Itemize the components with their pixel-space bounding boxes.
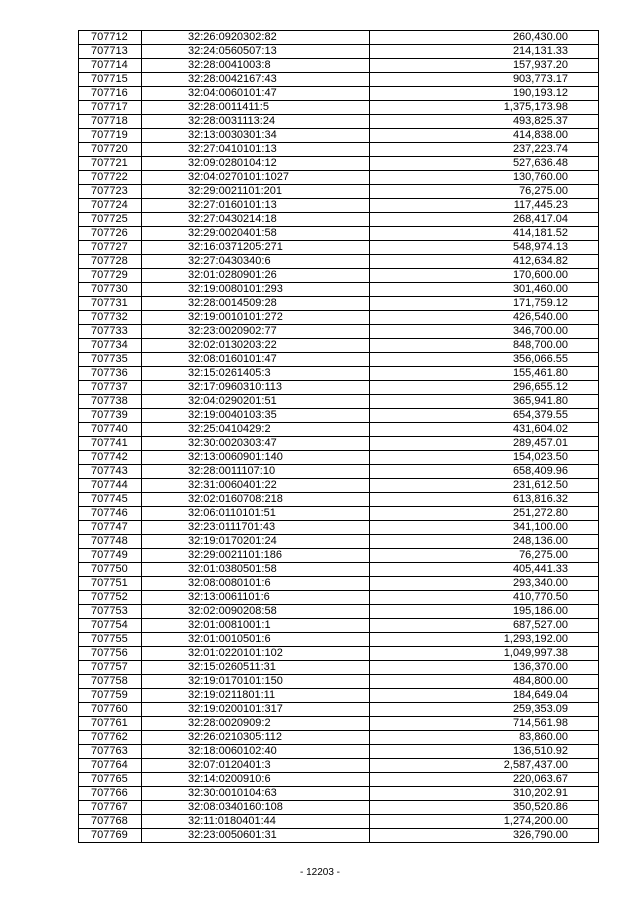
record-id-cell: 707748	[79, 535, 142, 549]
cadastral-number-cell: 32:28:0042167:43	[142, 73, 370, 87]
record-id-cell: 707737	[79, 381, 142, 395]
record-id-cell: 707729	[79, 269, 142, 283]
record-id-cell: 707763	[79, 745, 142, 759]
record-id-cell: 707721	[79, 157, 142, 171]
amount-cell: 130,760.00	[370, 171, 599, 185]
table-row	[79, 647, 599, 661]
cadastral-number-cell: 32:16:0371205:271	[142, 241, 370, 255]
cadastral-number-cell: 32:01:0280901:26	[142, 269, 370, 283]
record-id-cell: 707725	[79, 213, 142, 227]
cadastral-number-cell: 32:04:0290201:51	[142, 395, 370, 409]
table-row	[79, 31, 599, 45]
cadastral-number-cell: 32:13:0030301:34	[142, 129, 370, 143]
amount-cell: 341,100.00	[370, 521, 599, 535]
table-row	[79, 185, 599, 199]
amount-cell: 414,181.52	[370, 227, 599, 241]
cadastral-number-cell: 32:18:0060102:40	[142, 745, 370, 759]
record-id-cell: 707732	[79, 311, 142, 325]
table-row	[79, 731, 599, 745]
table-row	[79, 591, 599, 605]
cadastral-number-cell: 32:15:0261405:3	[142, 367, 370, 381]
record-id-cell: 707754	[79, 619, 142, 633]
amount-cell: 301,460.00	[370, 283, 599, 297]
table-row	[79, 241, 599, 255]
cadastral-number-cell: 32:30:0020303:47	[142, 437, 370, 451]
table-row	[79, 689, 599, 703]
record-id-cell: 707719	[79, 129, 142, 143]
record-id-cell: 707739	[79, 409, 142, 423]
record-id-cell: 707712	[79, 31, 142, 45]
table-row	[79, 283, 599, 297]
table-row	[79, 787, 599, 801]
amount-cell: 493,825.37	[370, 115, 599, 129]
table-row	[79, 199, 599, 213]
table-row	[79, 73, 599, 87]
cadastral-number-cell: 32:29:0021101:186	[142, 549, 370, 563]
record-id-cell: 707734	[79, 339, 142, 353]
amount-cell: 237,223.74	[370, 143, 599, 157]
table-row	[79, 87, 599, 101]
record-id-cell: 707769	[79, 829, 142, 843]
table-row	[79, 493, 599, 507]
amount-cell: 83,860.00	[370, 731, 599, 745]
table-row	[79, 115, 599, 129]
record-id-cell: 707714	[79, 59, 142, 73]
record-id-cell: 707724	[79, 199, 142, 213]
record-id-cell: 707768	[79, 815, 142, 829]
table-row	[79, 129, 599, 143]
cadastral-number-cell: 32:11:0180401:44	[142, 815, 370, 829]
amount-cell: 248,136.00	[370, 535, 599, 549]
cadastral-number-cell: 32:19:0200101:317	[142, 703, 370, 717]
record-id-cell: 707755	[79, 633, 142, 647]
record-id-cell: 707723	[79, 185, 142, 199]
record-id-cell: 707749	[79, 549, 142, 563]
amount-cell: 195,186.00	[370, 605, 599, 619]
cadastral-number-cell: 32:23:0050601:31	[142, 829, 370, 843]
cadastral-number-cell: 32:01:0220101:102	[142, 647, 370, 661]
amount-cell: 170,600.00	[370, 269, 599, 283]
amount-cell: 1,293,192.00	[370, 633, 599, 647]
record-id-cell: 707750	[79, 563, 142, 577]
record-id-cell: 707765	[79, 773, 142, 787]
record-id-cell: 707757	[79, 661, 142, 675]
amount-cell: 76,275.00	[370, 185, 599, 199]
amount-cell: 289,457.01	[370, 437, 599, 451]
cadastral-number-cell: 32:27:0430340:6	[142, 255, 370, 269]
record-id-cell: 707751	[79, 577, 142, 591]
amount-cell: 484,800.00	[370, 675, 599, 689]
table-body	[79, 31, 599, 843]
record-id-cell: 707756	[79, 647, 142, 661]
record-id-cell: 707718	[79, 115, 142, 129]
table-row	[79, 59, 599, 73]
amount-cell: 2,587,437.00	[370, 759, 599, 773]
table-row	[79, 521, 599, 535]
cadastral-number-cell: 32:19:0211801:11	[142, 689, 370, 703]
record-id-cell: 707761	[79, 717, 142, 731]
cadastral-number-cell: 32:26:0920302:82	[142, 31, 370, 45]
table-row	[79, 451, 599, 465]
record-id-cell: 707752	[79, 591, 142, 605]
amount-cell: 155,461.80	[370, 367, 599, 381]
table-row	[79, 325, 599, 339]
cadastral-number-cell: 32:02:0090208:58	[142, 605, 370, 619]
cadastral-number-cell: 32:28:0031113:24	[142, 115, 370, 129]
record-id-cell: 707744	[79, 479, 142, 493]
amount-cell: 326,790.00	[370, 829, 599, 843]
cadastral-number-cell: 32:14:0200910:6	[142, 773, 370, 787]
cadastral-number-cell: 32:28:0011411:5	[142, 101, 370, 115]
record-id-cell: 707760	[79, 703, 142, 717]
table-row	[79, 535, 599, 549]
table-row	[79, 829, 599, 843]
table-row	[79, 269, 599, 283]
table-row	[79, 507, 599, 521]
amount-cell: 310,202.91	[370, 787, 599, 801]
table-row	[79, 101, 599, 115]
table-row	[79, 339, 599, 353]
record-id-cell: 707736	[79, 367, 142, 381]
amount-cell: 412,634.82	[370, 255, 599, 269]
cadastral-number-cell: 32:28:0020909:2	[142, 717, 370, 731]
record-id-cell: 707715	[79, 73, 142, 87]
cadastral-number-cell: 32:19:0040103:35	[142, 409, 370, 423]
table-row	[79, 759, 599, 773]
cadastral-number-cell: 32:25:0410429:2	[142, 423, 370, 437]
record-id-cell: 707753	[79, 605, 142, 619]
amount-cell: 259,353.09	[370, 703, 599, 717]
amount-cell: 426,540.00	[370, 311, 599, 325]
table-row	[79, 717, 599, 731]
cadastral-number-cell: 32:13:0061101:6	[142, 591, 370, 605]
amount-cell: 268,417.04	[370, 213, 599, 227]
amount-cell: 1,375,173.98	[370, 101, 599, 115]
record-id-cell: 707758	[79, 675, 142, 689]
table-row	[79, 227, 599, 241]
record-id-cell: 707766	[79, 787, 142, 801]
record-id-cell: 707733	[79, 325, 142, 339]
amount-cell: 171,759.12	[370, 297, 599, 311]
cadastral-number-cell: 32:19:0170201:24	[142, 535, 370, 549]
table-row	[79, 465, 599, 479]
record-id-cell: 707726	[79, 227, 142, 241]
cadastral-number-cell: 32:29:0021101:201	[142, 185, 370, 199]
table-row	[79, 353, 599, 367]
record-id-cell: 707745	[79, 493, 142, 507]
record-id-cell: 707727	[79, 241, 142, 255]
table-row	[79, 479, 599, 493]
amount-cell: 117,445.23	[370, 199, 599, 213]
amount-cell: 296,655.12	[370, 381, 599, 395]
cadastral-number-cell: 32:04:0060101:47	[142, 87, 370, 101]
amount-cell: 76,275.00	[370, 549, 599, 563]
table-row	[79, 563, 599, 577]
table-row	[79, 213, 599, 227]
table-row	[79, 171, 599, 185]
amount-cell: 293,340.00	[370, 577, 599, 591]
table-row	[79, 409, 599, 423]
record-id-cell: 707735	[79, 353, 142, 367]
amount-cell: 654,379.55	[370, 409, 599, 423]
table-row	[79, 801, 599, 815]
amount-cell: 220,063.67	[370, 773, 599, 787]
amount-cell: 410,770.50	[370, 591, 599, 605]
cadastral-number-cell: 32:04:0270101:1027	[142, 171, 370, 185]
table-row	[79, 143, 599, 157]
amount-cell: 714,561.98	[370, 717, 599, 731]
cadastral-number-cell: 32:08:0340160:108	[142, 801, 370, 815]
cadastral-number-cell: 32:26:0210305:112	[142, 731, 370, 745]
amount-cell: 613,816.32	[370, 493, 599, 507]
amount-cell: 356,066.55	[370, 353, 599, 367]
table-row	[79, 367, 599, 381]
table-row	[79, 605, 599, 619]
amount-cell: 414,838.00	[370, 129, 599, 143]
amount-cell: 903,773.17	[370, 73, 599, 87]
table-row	[79, 703, 599, 717]
cadastral-number-cell: 32:01:0010501:6	[142, 633, 370, 647]
amount-cell: 365,941.80	[370, 395, 599, 409]
record-id-cell: 707722	[79, 171, 142, 185]
amount-cell: 184,649.04	[370, 689, 599, 703]
table-row	[79, 633, 599, 647]
cadastral-number-cell: 32:08:0080101:6	[142, 577, 370, 591]
record-id-cell: 707742	[79, 451, 142, 465]
amount-cell: 136,370.00	[370, 661, 599, 675]
cadastral-number-cell: 32:08:0160101:47	[142, 353, 370, 367]
cadastral-number-cell: 32:23:0020902:77	[142, 325, 370, 339]
record-id-cell: 707716	[79, 87, 142, 101]
amount-cell: 1,049,997.38	[370, 647, 599, 661]
amount-cell: 431,604.02	[370, 423, 599, 437]
cadastral-number-cell: 32:09:0280104:12	[142, 157, 370, 171]
record-id-cell: 707762	[79, 731, 142, 745]
table-row	[79, 619, 599, 633]
table-row	[79, 577, 599, 591]
page-number: - 12203 -	[299, 867, 341, 878]
cadastral-number-cell: 32:17:0960310:113	[142, 381, 370, 395]
cadastral-number-cell: 32:31:0060401:22	[142, 479, 370, 493]
table-row	[79, 661, 599, 675]
record-id-cell: 707741	[79, 437, 142, 451]
record-id-cell: 707713	[79, 45, 142, 59]
amount-cell: 231,612.50	[370, 479, 599, 493]
cadastral-number-cell: 32:01:0380501:58	[142, 563, 370, 577]
amount-cell: 190,193.12	[370, 87, 599, 101]
record-id-cell: 707728	[79, 255, 142, 269]
cadastral-number-cell: 32:02:0160708:218	[142, 493, 370, 507]
cadastral-number-cell: 32:24:0560507:13	[142, 45, 370, 59]
cadastral-number-cell: 32:06:0110101:51	[142, 507, 370, 521]
table-row	[79, 45, 599, 59]
cadastral-number-cell: 32:15:0260511:31	[142, 661, 370, 675]
record-id-cell: 707746	[79, 507, 142, 521]
cadastral-number-cell: 32:19:0080101:293	[142, 283, 370, 297]
amount-cell: 548,974.13	[370, 241, 599, 255]
table-row	[79, 297, 599, 311]
cadastral-number-cell: 32:28:0014509:28	[142, 297, 370, 311]
record-id-cell: 707720	[79, 143, 142, 157]
cadastral-number-cell: 32:28:0011107:10	[142, 465, 370, 479]
record-id-cell: 707738	[79, 395, 142, 409]
table-row	[79, 311, 599, 325]
amount-cell: 527,636.48	[370, 157, 599, 171]
cadastral-number-cell: 32:19:0170101:150	[142, 675, 370, 689]
table-row	[79, 157, 599, 171]
cadastral-number-cell: 32:27:0160101:13	[142, 199, 370, 213]
amount-cell: 405,441.33	[370, 563, 599, 577]
table-row	[79, 381, 599, 395]
table-row	[79, 773, 599, 787]
record-id-cell: 707764	[79, 759, 142, 773]
cadastral-number-cell: 32:29:0020401:58	[142, 227, 370, 241]
table-row	[79, 745, 599, 759]
amount-cell: 136,510.92	[370, 745, 599, 759]
amount-cell: 214,131.33	[370, 45, 599, 59]
data-table	[78, 30, 599, 843]
amount-cell: 1,274,200.00	[370, 815, 599, 829]
cadastral-number-cell: 32:02:0130203:22	[142, 339, 370, 353]
cadastral-number-cell: 32:30:0010104:63	[142, 787, 370, 801]
table-row	[79, 437, 599, 451]
table-row	[79, 255, 599, 269]
record-id-cell: 707767	[79, 801, 142, 815]
table-row	[79, 549, 599, 563]
cadastral-number-cell: 32:07:0120401:3	[142, 759, 370, 773]
cadastral-number-cell: 32:01:0081001:1	[142, 619, 370, 633]
amount-cell: 658,409.96	[370, 465, 599, 479]
record-id-cell: 707743	[79, 465, 142, 479]
table-row	[79, 423, 599, 437]
amount-cell: 346,700.00	[370, 325, 599, 339]
table-row	[79, 395, 599, 409]
record-id-cell: 707730	[79, 283, 142, 297]
cadastral-number-cell: 32:27:0430214:18	[142, 213, 370, 227]
cadastral-number-cell: 32:28:0041003:8	[142, 59, 370, 73]
record-id-cell: 707717	[79, 101, 142, 115]
amount-cell: 687,527.00	[370, 619, 599, 633]
cadastral-number-cell: 32:27:0410101:13	[142, 143, 370, 157]
amount-cell: 157,937.20	[370, 59, 599, 73]
table-row	[79, 675, 599, 689]
cadastral-number-cell: 32:23:0111701:43	[142, 521, 370, 535]
record-id-cell: 707740	[79, 423, 142, 437]
record-id-cell: 707731	[79, 297, 142, 311]
record-id-cell: 707759	[79, 689, 142, 703]
amount-cell: 251,272.80	[370, 507, 599, 521]
table-row	[79, 815, 599, 829]
amount-cell: 154,023.50	[370, 451, 599, 465]
record-id-cell: 707747	[79, 521, 142, 535]
cadastral-number-cell: 32:13:0060901:140	[142, 451, 370, 465]
amount-cell: 848,700.00	[370, 339, 599, 353]
amount-cell: 260,430.00	[370, 31, 599, 45]
amount-cell: 350,520.86	[370, 801, 599, 815]
cadastral-number-cell: 32:19:0010101:272	[142, 311, 370, 325]
